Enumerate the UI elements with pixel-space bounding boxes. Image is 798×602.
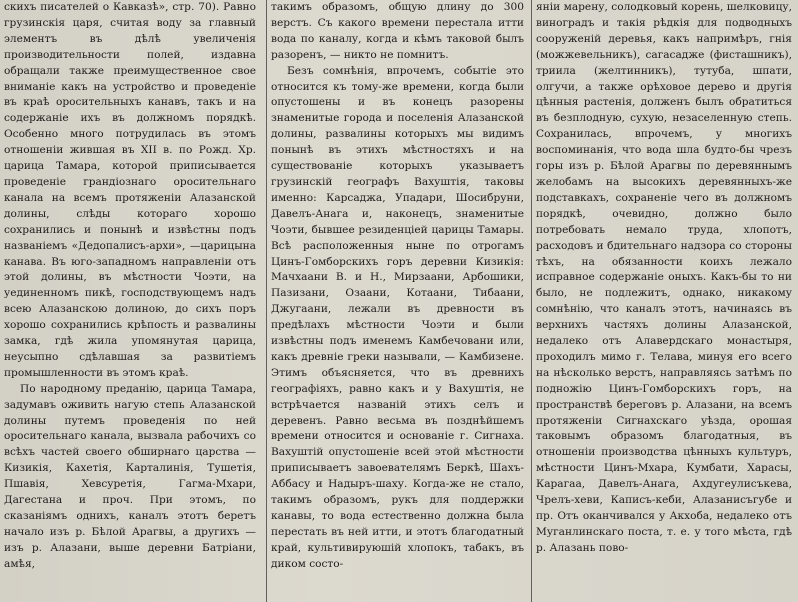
paragraph: яніи марену, солодковый корень, шелковицу, виноградъ и такія рѣдкія для подводныхъ сооруженій деревья, какъ напримѣръ, гнія (можжевельникъ), сагасадже (фисташникъ), триила (желтинникъ), тутуба, шпати, олгучи, а также орѣховое дерево и другія цѣнныя растенія, долженъ былъ обратиться въ безплодную, сухую, незаселенную степь. Сохранилась, впрочемъ, у многихъ воспоминанія, что вода шла будто-бы чрезъ горы изъ р. Бѣлой Арагвы по деревяннымъ желобамъ на высокихъ деревянныхъ-же подставкахъ, сохраненіе чего въ должномъ порядкѣ, очевидно, должно было потребовать немало труда, хлопотъ, расходовъ и бдительнаго надзора со стороны тѣхъ, на обязанности коихъ лежало исправное содержаніе оныхъ. Какъ-бы то ни было, не подлежитъ, однако, никакому сомнѣнію, что каналъ этотъ, начинаясь въ верхнихъ частяхъ долины Алазанской, недалеко отъ Алавердскаго монастыря, проходилъ мимо г. Телава, минуя его всего на нѣсколько верстъ, направляясь затѣмъ по подножію Цинъ-Гомборскихъ горъ, на пространствѣ береговъ р. Алазани, на всемъ протяженіи Сигнахскаго уѣзда, орошая таковымъ образомъ благодатныя, въ отношеніи производства цѣнныхъ культуръ, мѣстности Цинъ-Мхара, Кумбати, Харасы, Карагаа, Давелъ-Анага, Ахдугеулисъкева, Чрелъ-хеви, Каписъ-кеби, Алазанисъгубе и пр. Отъ оканчивался у Акхоба, недалеко отъ Муганлинскаго поста, т. е. у того мѣста, гдѣ р. Алазань пово- — [536, 1, 792, 554]
text-column-2 — [271, 0, 528, 602]
paragraph: По народному преданію, царица Тамара, задумавъ оживить нагую степь Алазанской долины путемъ проведенія по ней оросительнаго канала, вызвала рабочихъ со всѣхъ частей своего обширнаго царства — Кизикія, Кахетія, Карталинія, Тушетія, Пшавія, Хевсуретія, Гагма-Мхари, Дагестана и проч. При этомъ, по сказаніямъ однихъ, каналъ этотъ беретъ начало изъ р. Бѣлой Арагвы, а другихъ — изъ р. Алазани, выше деревни Батріани, амѣя, — [4, 382, 256, 570]
paragraph: скихъ писателей о Кавказѣ», стр. 70). Равно грузинскія царя, считая воду за главный элементъ въ дѣлѣ увеличенія производительности полей, издавна обращали также преимущественное свое вниманіе какъ на устройство и проведеніе въ краѣ оросительныхъ канавъ, такъ и на содержаніе ихъ въ должномъ порядкѣ. Особенно много потрудилась въ этомъ отношеніи жившая въ XII в. по Рожд. Хр. царица Тамара, которой приписывается проведеніе грандіознаго оросительнаго канала на всемъ протяженіи Алазанской долины, слѣды котораго хорошо сохранились и понынѣ и извѣстны подъ названіемъ «Дедопалисъ-архи», —царицына канава. Въ юго-западномъ направленіи отъ этой долины, въ мѣстности Чоэти, на уединенномъ пикѣ, господствующемъ надъ всею Алазанскою долиною, до сихъ поръ хорошо сохранились крѣпость и развалины замка, гдѣ жила упомянутая царица, неусыпно сдѣлавшая за развитіемъ промышленности въ этомъ краѣ. — [4, 1, 256, 379]
column-divider — [531, 0, 532, 602]
text-column-3 — [536, 0, 794, 602]
column-divider — [266, 0, 267, 602]
paragraph: такимъ образомъ, общую длину до 300 верстъ. Съ какого времени перестала итти вода по каналу, когда и кѣмъ таковой былъ разоренъ, — никто не помнитъ. — [271, 1, 524, 61]
paragraph: Безъ сомнѣнія, впрочемъ, событіе это относится къ тому-же времени, когда были опустошены и въ конецъ разорены знаменитые города и поселенія Алазанской долины, развалины которыхъ мы видимъ понынѣ въ этихъ мѣстностяхъ и на существованіе которыхъ указываетъ грузинскій географъ Вахуштія, таковы именно: Карсаджа, Упадари, Шосибруни, Давелъ-Анага и, наконецъ, знаменитые Чоэти, бывшее резиденціей царицы Тамары. Всѣ расположенныя ныне по отрогамъ Цинъ-Гомборскихъ горъ деревни Кизикія: Мачхаани В. и Н., Мирзаани, Арбошики, Пазизани, Озаани, Котаани, Тибаани, Джугаани, лежали въ древности въ предѣлахъ мѣстности Чоэти и были извѣстны подъ именемъ Камбечовани или, какъ древніе греки называли, — Камбизене. Этимъ объясняется, что въ древнихъ географіяхъ, равно какъ и у Вахуштія, не встрѣчается названій этихъ селъ и деревенъ. Равно весьма въ позднѣйшемъ времени относится и основаніе г. Сигнаха. Вахуштій опустошеніе всей этой мѣстности приписываетъ завоевателямъ Беркѣ, Шахъ-Аббасу и Надыръ-шаху. Когда-же не стало, такимъ образомъ, рукъ для поддержки канавы, то вода естественно должна была перестать въ ней итти, и этотъ благодатный край, культивируюшій хлопокъ, табакъ, въ диком состо- — [271, 64, 524, 570]
text-column-1 — [4, 0, 262, 602]
